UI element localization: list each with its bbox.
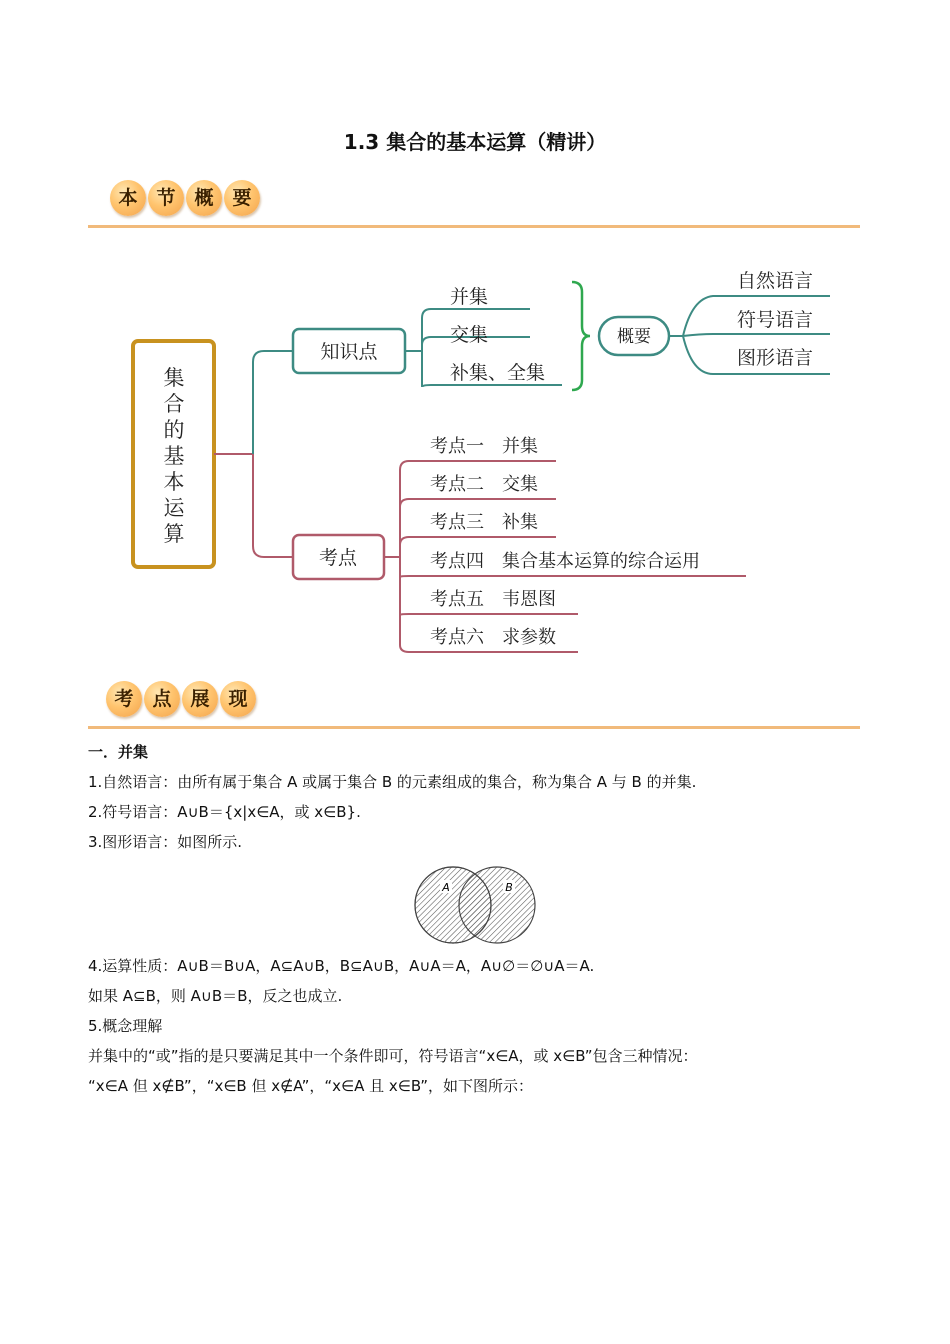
- banner-char: 要: [224, 180, 260, 216]
- knowledge-item: 补集、全集: [450, 362, 546, 384]
- banner-char: 节: [148, 180, 184, 216]
- branch-knowledge: [253, 351, 293, 454]
- banner-char: 概: [186, 180, 222, 216]
- content-block-1: [88, 737, 868, 857]
- knowledge-label: 知识点: [320, 341, 378, 363]
- banner-char: 考: [106, 681, 142, 717]
- paragraph: 并集中的“或”指的是只要满足其中一个条件即可，符号语言“x∈A，或 x∈B”包含三种情况：: [88, 1047, 698, 1065]
- summary-label: 概要: [617, 327, 651, 347]
- root-char: 合: [163, 392, 185, 416]
- section-banner-exam-points: [88, 679, 860, 729]
- mind-map: [0, 240, 950, 670]
- summary-item: 符号语言: [737, 309, 814, 331]
- exam-item: 考点一 并集: [430, 436, 538, 457]
- banner-rule: [88, 726, 860, 729]
- exam-item: 考点五 韦恩图: [430, 589, 556, 610]
- paragraph: 2.符号语言：A∪B＝{x|x∈A，或 x∈B}.: [88, 803, 361, 821]
- root-char: 集: [163, 366, 185, 390]
- brace-icon: [572, 282, 590, 390]
- root-char: 算: [163, 522, 185, 546]
- summary-item: 自然语言: [737, 270, 814, 292]
- exam-item: 考点二 交集: [430, 474, 538, 495]
- summary-item: 图形语言: [737, 347, 814, 369]
- exam-item: 考点三 补集: [430, 512, 538, 533]
- banner-char: 本: [110, 180, 146, 216]
- banner-char: 现: [220, 681, 256, 717]
- banner-rule: [88, 225, 860, 228]
- exam-label: 考点: [318, 547, 358, 569]
- knowledge-item: 交集: [450, 324, 489, 346]
- paragraph: 如果 A⊆B，则 A∪B＝B，反之也成立.: [88, 987, 343, 1005]
- page-title: 1.3 集合的基本运算（精讲）: [343, 130, 607, 154]
- root-char: 基: [163, 444, 185, 468]
- root-char: 的: [163, 418, 185, 442]
- section-banner-overview: [88, 178, 860, 228]
- paragraph: “x∈A 但 x∉B”，“x∈B 但 x∉A”，“x∈A 且 x∈B”，如下图所示：: [88, 1077, 534, 1095]
- paragraph: 1.自然语言：由所有属于集合 A 或属于集合 B 的元素组成的集合，称为集合 A 与 B 的并集.: [88, 773, 697, 791]
- venn-diagram: [413, 860, 539, 950]
- venn-label-b: B: [505, 881, 513, 894]
- exam-item: 考点四 集合基本运算的综合运用: [430, 551, 700, 572]
- section-heading: 一．并集: [88, 743, 149, 761]
- banner-char: 展: [182, 681, 218, 717]
- paragraph: 3.图形语言：如图所示.: [88, 833, 243, 851]
- paragraph: 5.概念理解: [88, 1017, 163, 1035]
- knowledge-item: 并集: [450, 286, 489, 308]
- venn-circle-b: [459, 867, 535, 943]
- root-char: 运: [163, 496, 185, 520]
- root-char: 本: [163, 470, 185, 494]
- venn-label-a: A: [442, 881, 450, 894]
- content-block-2: [88, 951, 868, 1101]
- banner-char: 点: [144, 681, 180, 717]
- paragraph: 4.运算性质：A∪B＝B∪A，A⊆A∪B，B⊆A∪B，A∪A＝A，A∪∅＝∅∪A＝A.: [88, 957, 595, 975]
- branch-exam: [253, 454, 293, 557]
- exam-item: 考点六 求参数: [430, 627, 556, 648]
